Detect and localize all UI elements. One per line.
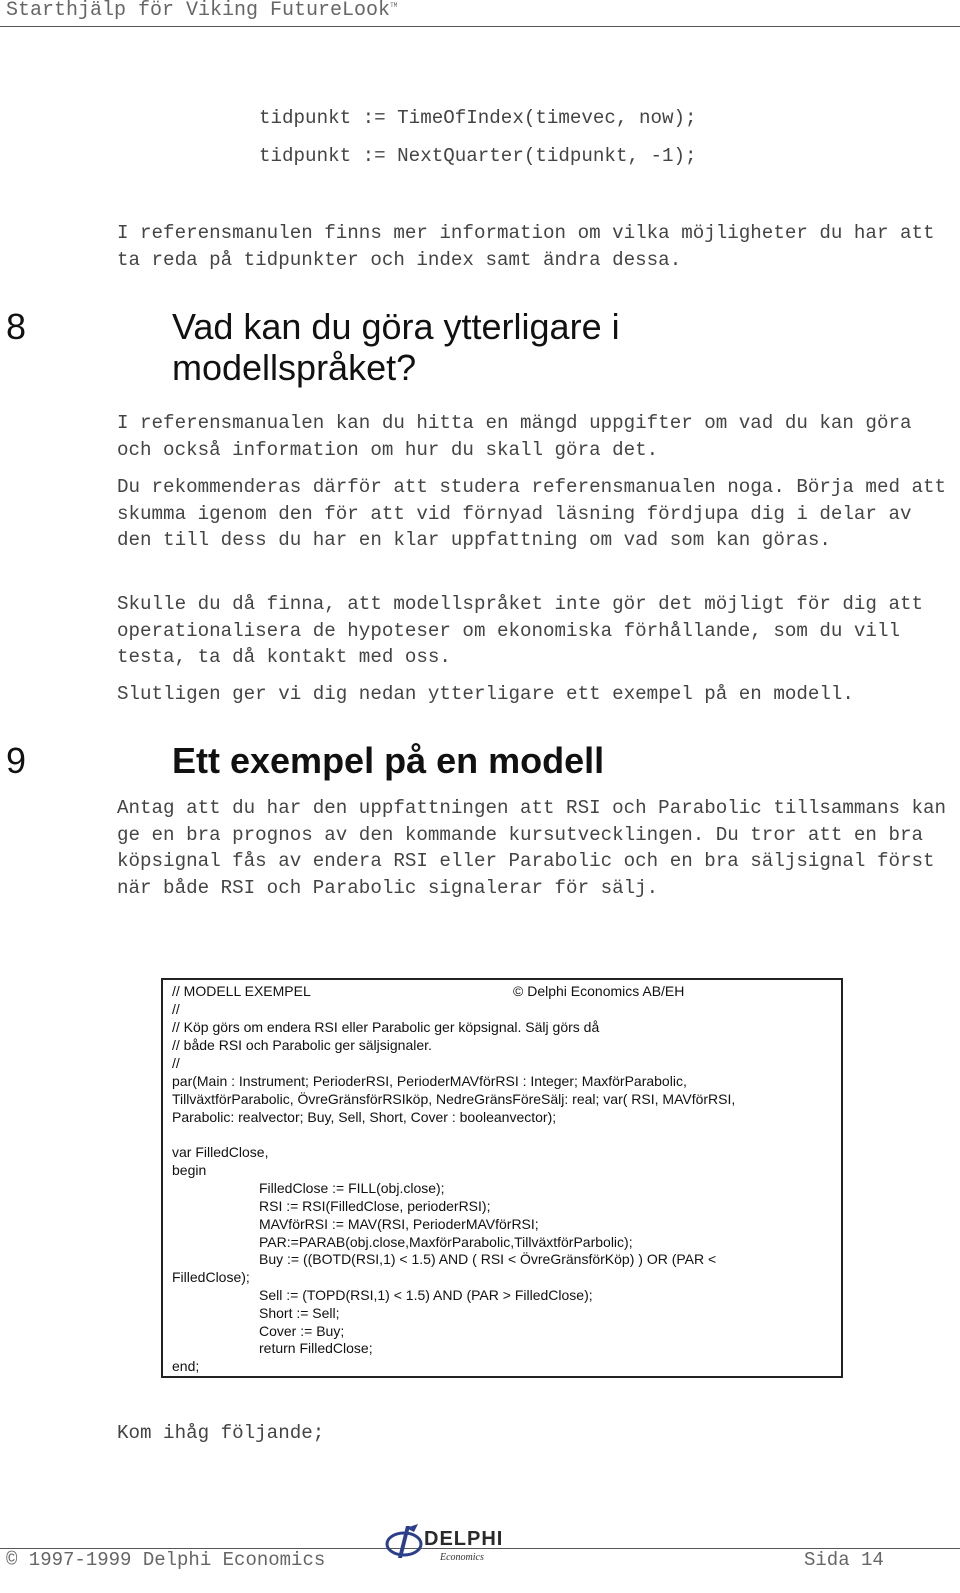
model-line: FilledClose := FILL(obj.close); (259, 1180, 445, 1196)
logo-text: DELPHI (424, 1528, 504, 1550)
delphi-logo (384, 1522, 508, 1566)
model-line: Sell := (TOPD(RSI,1) < 1.5) AND (PAR > FilledClose); (259, 1287, 593, 1303)
model-line: end; (172, 1358, 200, 1374)
paragraph-rekommenderas: Du rekommenderas därför att studera referensmanualen noga. Börja med att skumma igenom den för att vid förnyad läsning fördjupa dig i delar av den till dess du har en klar uppfattning om vad som kan göras. (117, 476, 958, 551)
model-copyright: © Delphi Economics AB/EH (513, 983, 685, 999)
model-line: FilledClose); (172, 1269, 250, 1285)
section-9-number: 9 (6, 740, 27, 781)
header-title: Starthjälp för Viking FutureLook™ (6, 0, 398, 22)
paragraph-slutligen: Slutligen ger vi dig nedan ytterligare ett exempel på en modell. (117, 683, 854, 705)
trademark-mark: TM (390, 2, 398, 9)
model-line: Short := Sell; (259, 1305, 340, 1321)
delphi-emblem-icon (384, 1522, 424, 1562)
model-line: par(Main : Instrument; PerioderRSI, PerioderMAVförRSI : Integer; MaxförParabolic, (172, 1073, 687, 1089)
paragraph-referensmanualen: I referensmanualen kan du hitta en mängd uppgifter om vad du kan göra och också information om hur du skall göra det. (117, 412, 924, 461)
section-8-title: Vad kan du göra ytterligare i modellspråket? (172, 306, 620, 388)
model-line: Parabolic: realvector; Buy, Sell, Short, Cover : booleanvector); (172, 1109, 557, 1125)
model-line: // (172, 1055, 180, 1071)
model-line: PAR:=PARAB(obj.close,MaxförParabolic,TillväxtförParbolic); (259, 1234, 633, 1250)
paragraph-kom-ihag: Kom ihåg följande; (117, 1422, 325, 1444)
paragraph-referensmanulen: I referensmanulen finns mer information om vilka möjligheter du har att ta reda på tidpunkter och index samt ändra dessa. (117, 222, 947, 271)
model-line: // Köp görs om endera RSI eller Parabolic ger köpsignal. Sälj görs då (172, 1019, 600, 1035)
logo-subtext: Economics (440, 1552, 484, 1563)
model-line: RSI := RSI(FilledClose, perioderRSI); (259, 1198, 491, 1214)
model-line: begin (172, 1162, 207, 1178)
footer-copyright: © 1997-1999 Delphi Economics (6, 1549, 326, 1571)
model-line: return FilledClose; (259, 1340, 373, 1356)
model-line: TillväxtförParabolic, ÖvreGränsförRSIköp, NedreGränsFöreSälj: real; var( RSI, MAVförRSI, (172, 1091, 736, 1107)
section-8-number: 8 (6, 306, 27, 347)
model-example-box (161, 978, 843, 1378)
model-line: Cover := Buy; (259, 1323, 345, 1339)
model-line: // (172, 1001, 180, 1017)
paragraph-antag: Antag att du har den uppfattningen att RSI och Parabolic tillsammans kan ge en bra prognos av den kommande kursutvecklingen. Du tror att en bra köpsignal fås av endera RSI eller Parabolic och en bra säljsignal först när både RSI och Parabolic signalerar för sälj. (117, 797, 958, 899)
model-line: // både RSI och Parabolic ger säljsignaler. (172, 1037, 432, 1053)
model-line: MAVförRSI := MAV(RSI, PerioderMAVförRSI; (259, 1216, 539, 1232)
page-header (0, 0, 960, 27)
footer-page-number: Sida 14 (804, 1549, 884, 1571)
model-line: // MODELL EXEMPEL (172, 983, 311, 999)
section-9-title: Ett exempel på en modell (172, 740, 605, 781)
paragraph-kontakt: Skulle du då finna, att modellspråket inte gör det möjligt för dig att operationalisera de hypoteser om ekonomiska förhållande, som du vill testa, ta då kontakt med oss. (117, 593, 935, 668)
code-line-1: tidpunkt := TimeOfIndex(timevec, now); (259, 107, 697, 129)
model-line: var FilledClose, (172, 1144, 269, 1160)
model-line: Buy := ((BOTD(RSI,1) < 1.5) AND ( RSI < ÖvreGränsförKöp) ) OR (PAR < (259, 1251, 717, 1267)
code-line-2: tidpunkt := NextQuarter(tidpunkt, -1); (259, 145, 697, 167)
